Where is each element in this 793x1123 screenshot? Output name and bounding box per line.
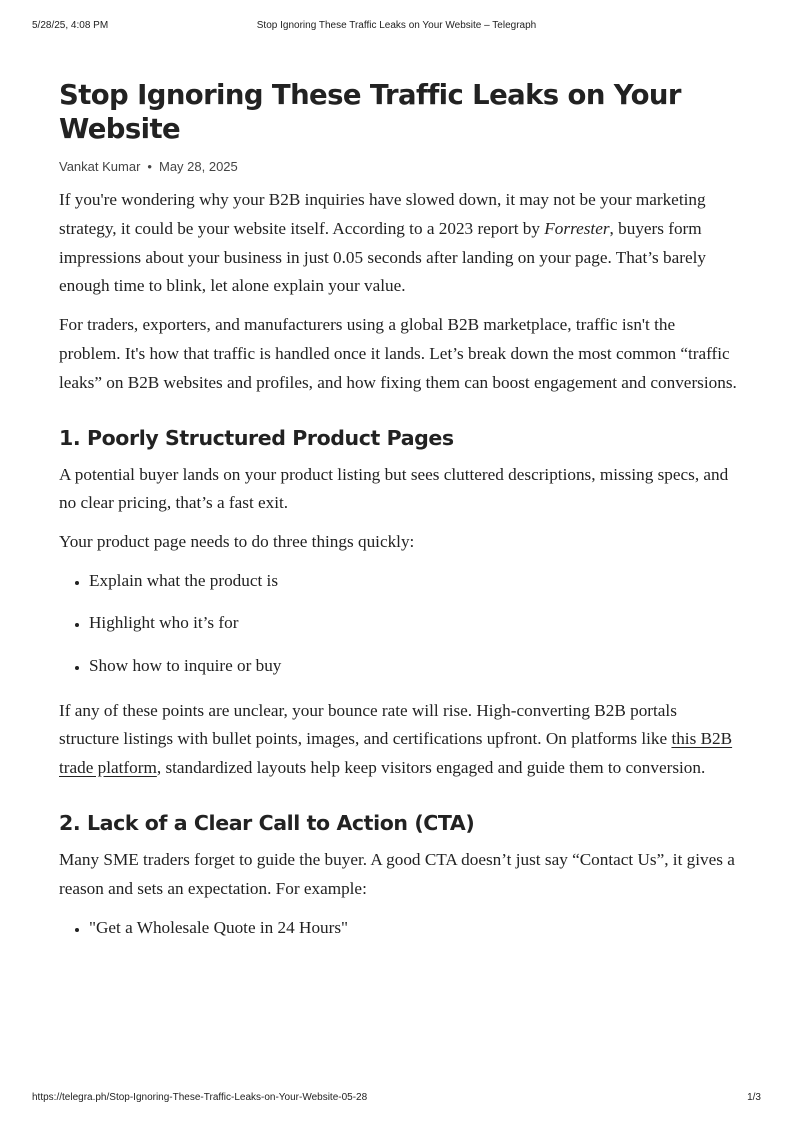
list-item: • Explain what the product is: [89, 567, 739, 596]
article-title: Stop Ignoring These Traffic Leaks on Your Website: [59, 79, 681, 145]
section1-paragraph-2: Your product page needs to do three things quickly:: [59, 532, 415, 552]
list-item: • Show how to inquire or buy: [89, 652, 739, 681]
section1-paragraph-3: [59, 697, 739, 783]
publish-date: May 28, 2025: [158, 159, 238, 174]
b2b-trade-platform-link[interactable]: this B2B trade platform: [59, 729, 733, 778]
p3-text-after: , standardized layouts help keep visitors engaged and guide them to conversion.: [156, 758, 706, 778]
section1-bullet-list: [59, 567, 739, 681]
print-footer: [0, 1092, 793, 1106]
intro1-emphasis: Forrester: [544, 218, 610, 238]
intro1-text-before: If you're wondering why your B2B inquiries have slowed down, it may not be your marketing strategy, it could be your website itself. According to a 2023 report by: [59, 190, 706, 238]
section2-paragraph-1: Many SME traders forget to guide the buyer. A good CTA doesn’t just say “Contact Us”, it gives a reason and sets an expectation. For example:: [59, 849, 735, 898]
print-footer-page-number: 1/3: [747, 1092, 761, 1103]
byline: [59, 158, 739, 176]
print-header: [0, 20, 793, 34]
section2-bullet-list: [59, 914, 739, 943]
section1-heading: 1. Poorly Structured Product Pages: [59, 425, 454, 450]
list-item: • Highlight who it’s for: [89, 609, 739, 638]
byline-separator: •: [147, 159, 152, 174]
section1-paragraph-1: A potential buyer lands on your product listing but sees cluttered descriptions, missing specs, and no clear pricing, that’s a fast exit.: [59, 464, 729, 513]
article: [59, 78, 739, 958]
list-item: • "Get a Wholesale Quote in 24 Hours": [89, 914, 739, 943]
intro-paragraph-1: [59, 186, 739, 301]
p3-text-before: If any of these points are unclear, your bounce rate will rise. High-converting B2B portals structure listings with bullet points, images, and certifications upfront. On platforms like: [59, 700, 677, 749]
intro-paragraph-2: For traders, exporters, and manufacturers using a global B2B marketplace, traffic isn't the problem. It's how that traffic is handled once it lands. Let’s break down the most common “traffic leaks” on B2B websites and profiles, and how fixing them can boost engagement and conversions.: [59, 315, 737, 392]
print-footer-url: https://telegra.ph/Stop-Ignoring-These-Traffic-Leaks-on-Your-Website-05-28: [32, 1092, 368, 1103]
section2-heading: 2. Lack of a Clear Call to Action (CTA): [59, 810, 475, 835]
print-header-title: Stop Ignoring These Traffic Leaks on Your Website – Telegraph: [256, 20, 537, 31]
author-name[interactable]: Vankat Kumar: [59, 159, 141, 174]
print-header-datetime: 5/28/25, 4:08 PM: [32, 20, 109, 31]
intro1-text-after: , buyers form impressions about your business in just 0.05 seconds after landing on your page. That’s barely enough time to blink, let alone explain your value.: [59, 218, 706, 296]
